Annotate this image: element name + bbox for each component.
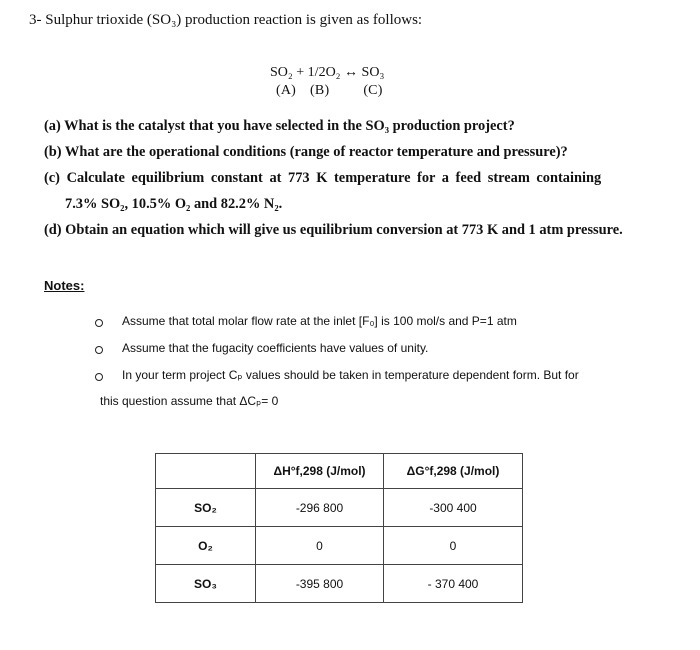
- dh-cell: 0: [256, 527, 384, 565]
- species-cell: SO₂: [156, 489, 256, 527]
- note-1: Assume that total molar flow rate at the inlet [F₀] is 100 mol/s and P=1 atm: [122, 314, 517, 328]
- table-row: [156, 489, 523, 527]
- note-2: Assume that the fugacity coefficients have values of unity.: [122, 341, 429, 355]
- question-d: (d) Obtain an equation which will give us equilibrium conversion at 773 K and 1 atm pressure.: [44, 222, 623, 238]
- reaction-equation: SO₂ + 1/2O₂ ↔ SO₃: [270, 65, 385, 80]
- dg-cell: -300 400: [384, 489, 523, 527]
- table-header-dg: ΔG°f,298 (J/mol): [384, 454, 523, 489]
- notes-heading: Notes:: [44, 278, 85, 293]
- question-b: (b) What are the operational conditions (range of reactor temperature and pressure)?: [44, 144, 568, 160]
- note-3-continued: this question assume that ΔCₚ= 0: [100, 394, 279, 408]
- bullet-icon: [95, 373, 103, 381]
- question-c-continued: 7.3% SO₂, 10.5% O₂ and 82.2% N₂.: [65, 196, 283, 212]
- reaction-block: [270, 64, 384, 100]
- thermo-data-table: [155, 453, 523, 603]
- bullet-icon: [95, 319, 103, 327]
- dg-cell: 0: [384, 527, 523, 565]
- dh-cell: -296 800: [256, 489, 384, 527]
- species-cell: SO₃: [156, 565, 256, 603]
- label-b: (B): [310, 83, 330, 98]
- table-header-row: [156, 454, 523, 489]
- table-row: [156, 527, 523, 565]
- table-header-dh: ΔH°f,298 (J/mol): [256, 454, 384, 489]
- reaction-labels: [270, 82, 384, 100]
- bullet-icon: [95, 346, 103, 354]
- table-row: [156, 565, 523, 603]
- note-3: In your term project Cₚ values should be taken in temperature dependent form. But for: [122, 368, 579, 382]
- dh-cell: -395 800: [256, 565, 384, 603]
- label-a: (A): [276, 83, 297, 98]
- table-header-empty: [156, 454, 256, 489]
- question-a: (a) What is the catalyst that you have selected in the SO₃ production project?: [44, 118, 515, 134]
- question-c: (c) Calculate equilibrium constant at 773 K temperature for a feed stream containing: [44, 170, 602, 186]
- species-cell: O₂: [156, 527, 256, 565]
- dg-cell: - 370 400: [384, 565, 523, 603]
- label-c: (C): [363, 83, 383, 98]
- problem-title: 3- Sulphur trioxide (SO₃) production reaction is given as follows:: [29, 12, 423, 28]
